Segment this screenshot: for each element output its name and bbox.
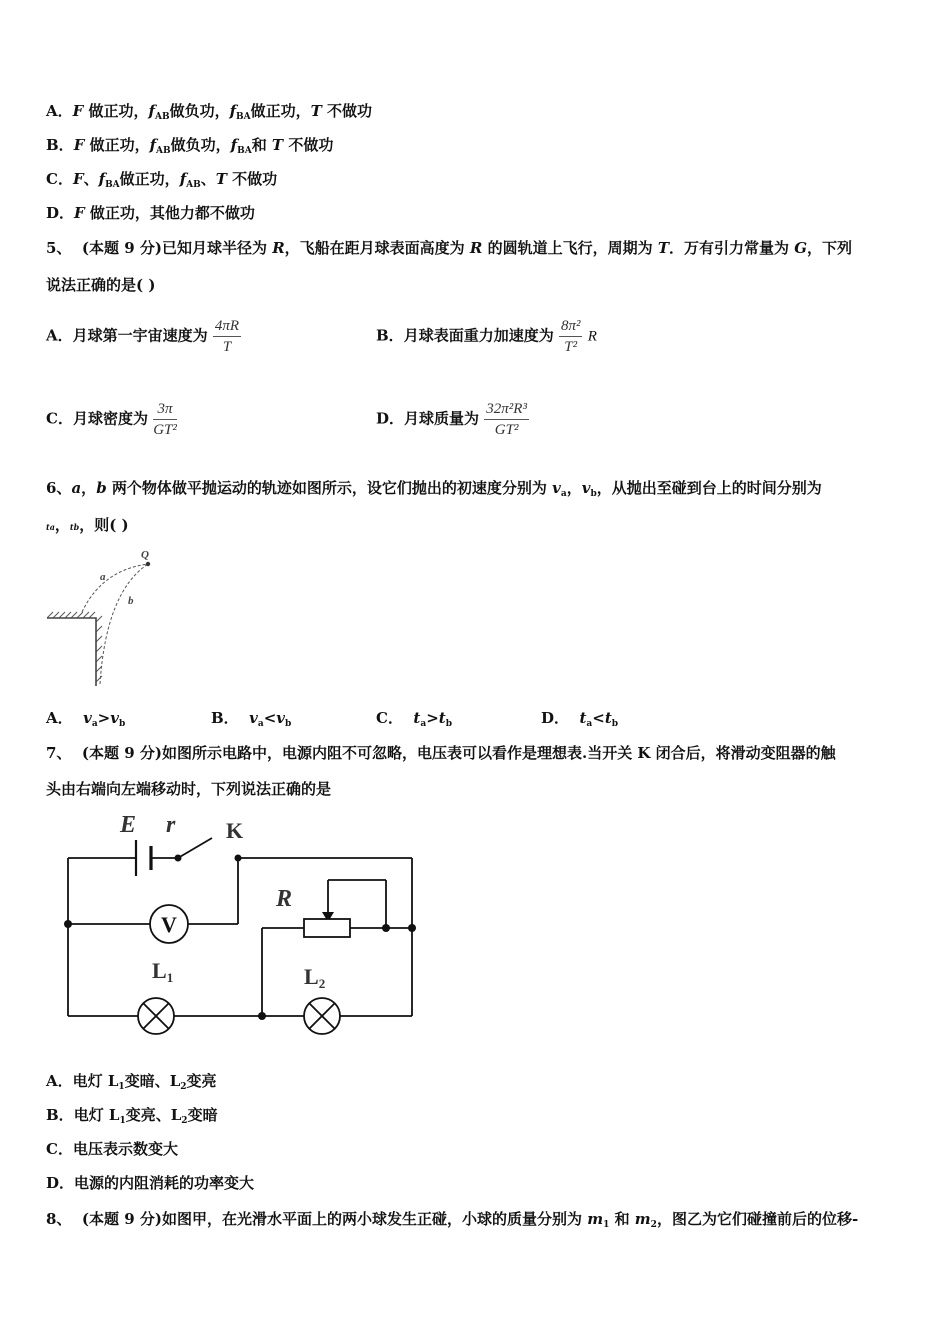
q5-option-b: B．月球表面重力加速度为 $\frac{\text{8π²}}{\text{T²}}$ R — [376, 318, 597, 355]
q5-option-c: C．月球密度为 $\frac{3\pi}{\text{GT²}}$ — [46, 401, 177, 438]
voltmeter-label: V — [161, 912, 177, 937]
q6-option-d: D． $t_a<t_b$ — [541, 709, 619, 729]
q7-stem-line2: 头由右端向左端移动时，下列说法正确的是 — [46, 780, 332, 798]
q5-option-c-fraction: $\frac{3\pi}{\text{GT²}}$ — [153, 401, 177, 438]
q5-stem-line1: 5、 (本题 9 分)已知月球半径为 R，飞船在距月球表面高度为 R 的圆轨道上飞行，周期为 T．万有引力常量为 G，下列 — [46, 239, 853, 257]
trajectory-a — [82, 564, 148, 612]
switch-pivot — [175, 855, 182, 862]
q6-option-a: A． $v_a>v_b$ — [46, 709, 126, 729]
point-q — [146, 562, 150, 566]
node-right — [408, 924, 416, 932]
q6-stem-line2: ta，tb，则( ) — [46, 516, 129, 534]
q5-option-d: D．月球质量为 $\frac{\text{32π²R³}}{\text{GT²}}$ — [376, 401, 527, 438]
q5-option-a-fraction: $\frac{4\pi R}{T}$ — [214, 318, 240, 355]
switch-blade — [178, 838, 212, 858]
label-l1: L1 — [152, 958, 174, 985]
q6-stem-line1: 6、a，b 两个物体做平抛运动的轨迹如图所示，设它们抛出的初速度分别为 $v_a$，$v_b$，从抛出至碰到台上的时间分别为 — [46, 479, 822, 499]
node-bottom — [258, 1012, 266, 1020]
q5-option-a: A．月球第一宇宙速度为 $\frac{4\pi R}{T}$ — [46, 318, 240, 355]
platform-hatching — [47, 612, 102, 682]
q8-stem-line1: 8、 (本题 9 分)如图甲，在光滑水平面上的两小球发生正碰，小球的质量分别为 $m_1$ 和 $m_2$，图乙为它们碰撞前后的位移- — [46, 1210, 859, 1230]
q4-option-b: B．F 做正功，$f_{AB}$做负功，$f_{BA}$和 T 不做功 — [46, 136, 334, 156]
q5-stem-line2: 说法正确的是( ) — [46, 276, 156, 294]
voltmeter — [150, 905, 188, 943]
label-a: a — [100, 571, 106, 583]
q5-option-b-fraction: $\frac{\text{8π²}}{\text{T²}}$ — [560, 318, 581, 355]
q4-option-c: C．F、$f_{BA}$做正功，$f_{AB}$、T 不做功 — [46, 170, 278, 190]
node-slider — [382, 924, 390, 932]
q7-option-c: C．电压表示数变大 — [46, 1140, 178, 1158]
q7-stem-line1: 7、 (本题 9 分)如图所示电路中，电源内阻不可忽略，电压表可以看作是理想表.当开关 K 闭合后，将滑动变阻器的触 — [46, 744, 836, 762]
q7-option-b: B．电灯 $L_1$变亮、$L_2$变暗 — [46, 1106, 218, 1126]
label-k: K — [226, 818, 244, 843]
circuit-diagram — [60, 810, 426, 1042]
label-e: E — [120, 812, 137, 838]
label-r-internal: r — [166, 812, 176, 838]
q5-option-d-fraction: $\frac{\text{32π²R³}}{\text{GT²}}$ — [486, 401, 527, 438]
label-l2: L2 — [304, 964, 326, 991]
label-q: Q — [141, 549, 149, 561]
q6-option-c: C． $t_a>t_b$ — [376, 709, 452, 729]
trajectory-b — [100, 564, 148, 684]
q6-option-b: B． $v_a<v_b$ — [211, 709, 292, 729]
rheostat-r — [304, 919, 350, 937]
switch-contact — [235, 855, 242, 862]
q4-option-d: D．F 做正功，其他力都不做功 — [46, 204, 255, 222]
node-left — [64, 920, 72, 928]
label-rheostat: R — [276, 886, 293, 912]
q4-option-a: A．F 做正功，$f_{AB}$做负功，$f_{BA}$做正功，T 不做功 — [46, 102, 373, 122]
q7-option-d: D．电源的内阻消耗的功率变大 — [46, 1174, 255, 1192]
lamp-l1 — [138, 998, 174, 1034]
trajectory-figure — [44, 546, 164, 688]
label-b: b — [128, 595, 134, 607]
platform-edge — [47, 618, 96, 686]
q7-option-a: A．电灯 $L_1$变暗、$L_2$变亮 — [46, 1072, 217, 1092]
lamp-l2 — [304, 998, 340, 1034]
